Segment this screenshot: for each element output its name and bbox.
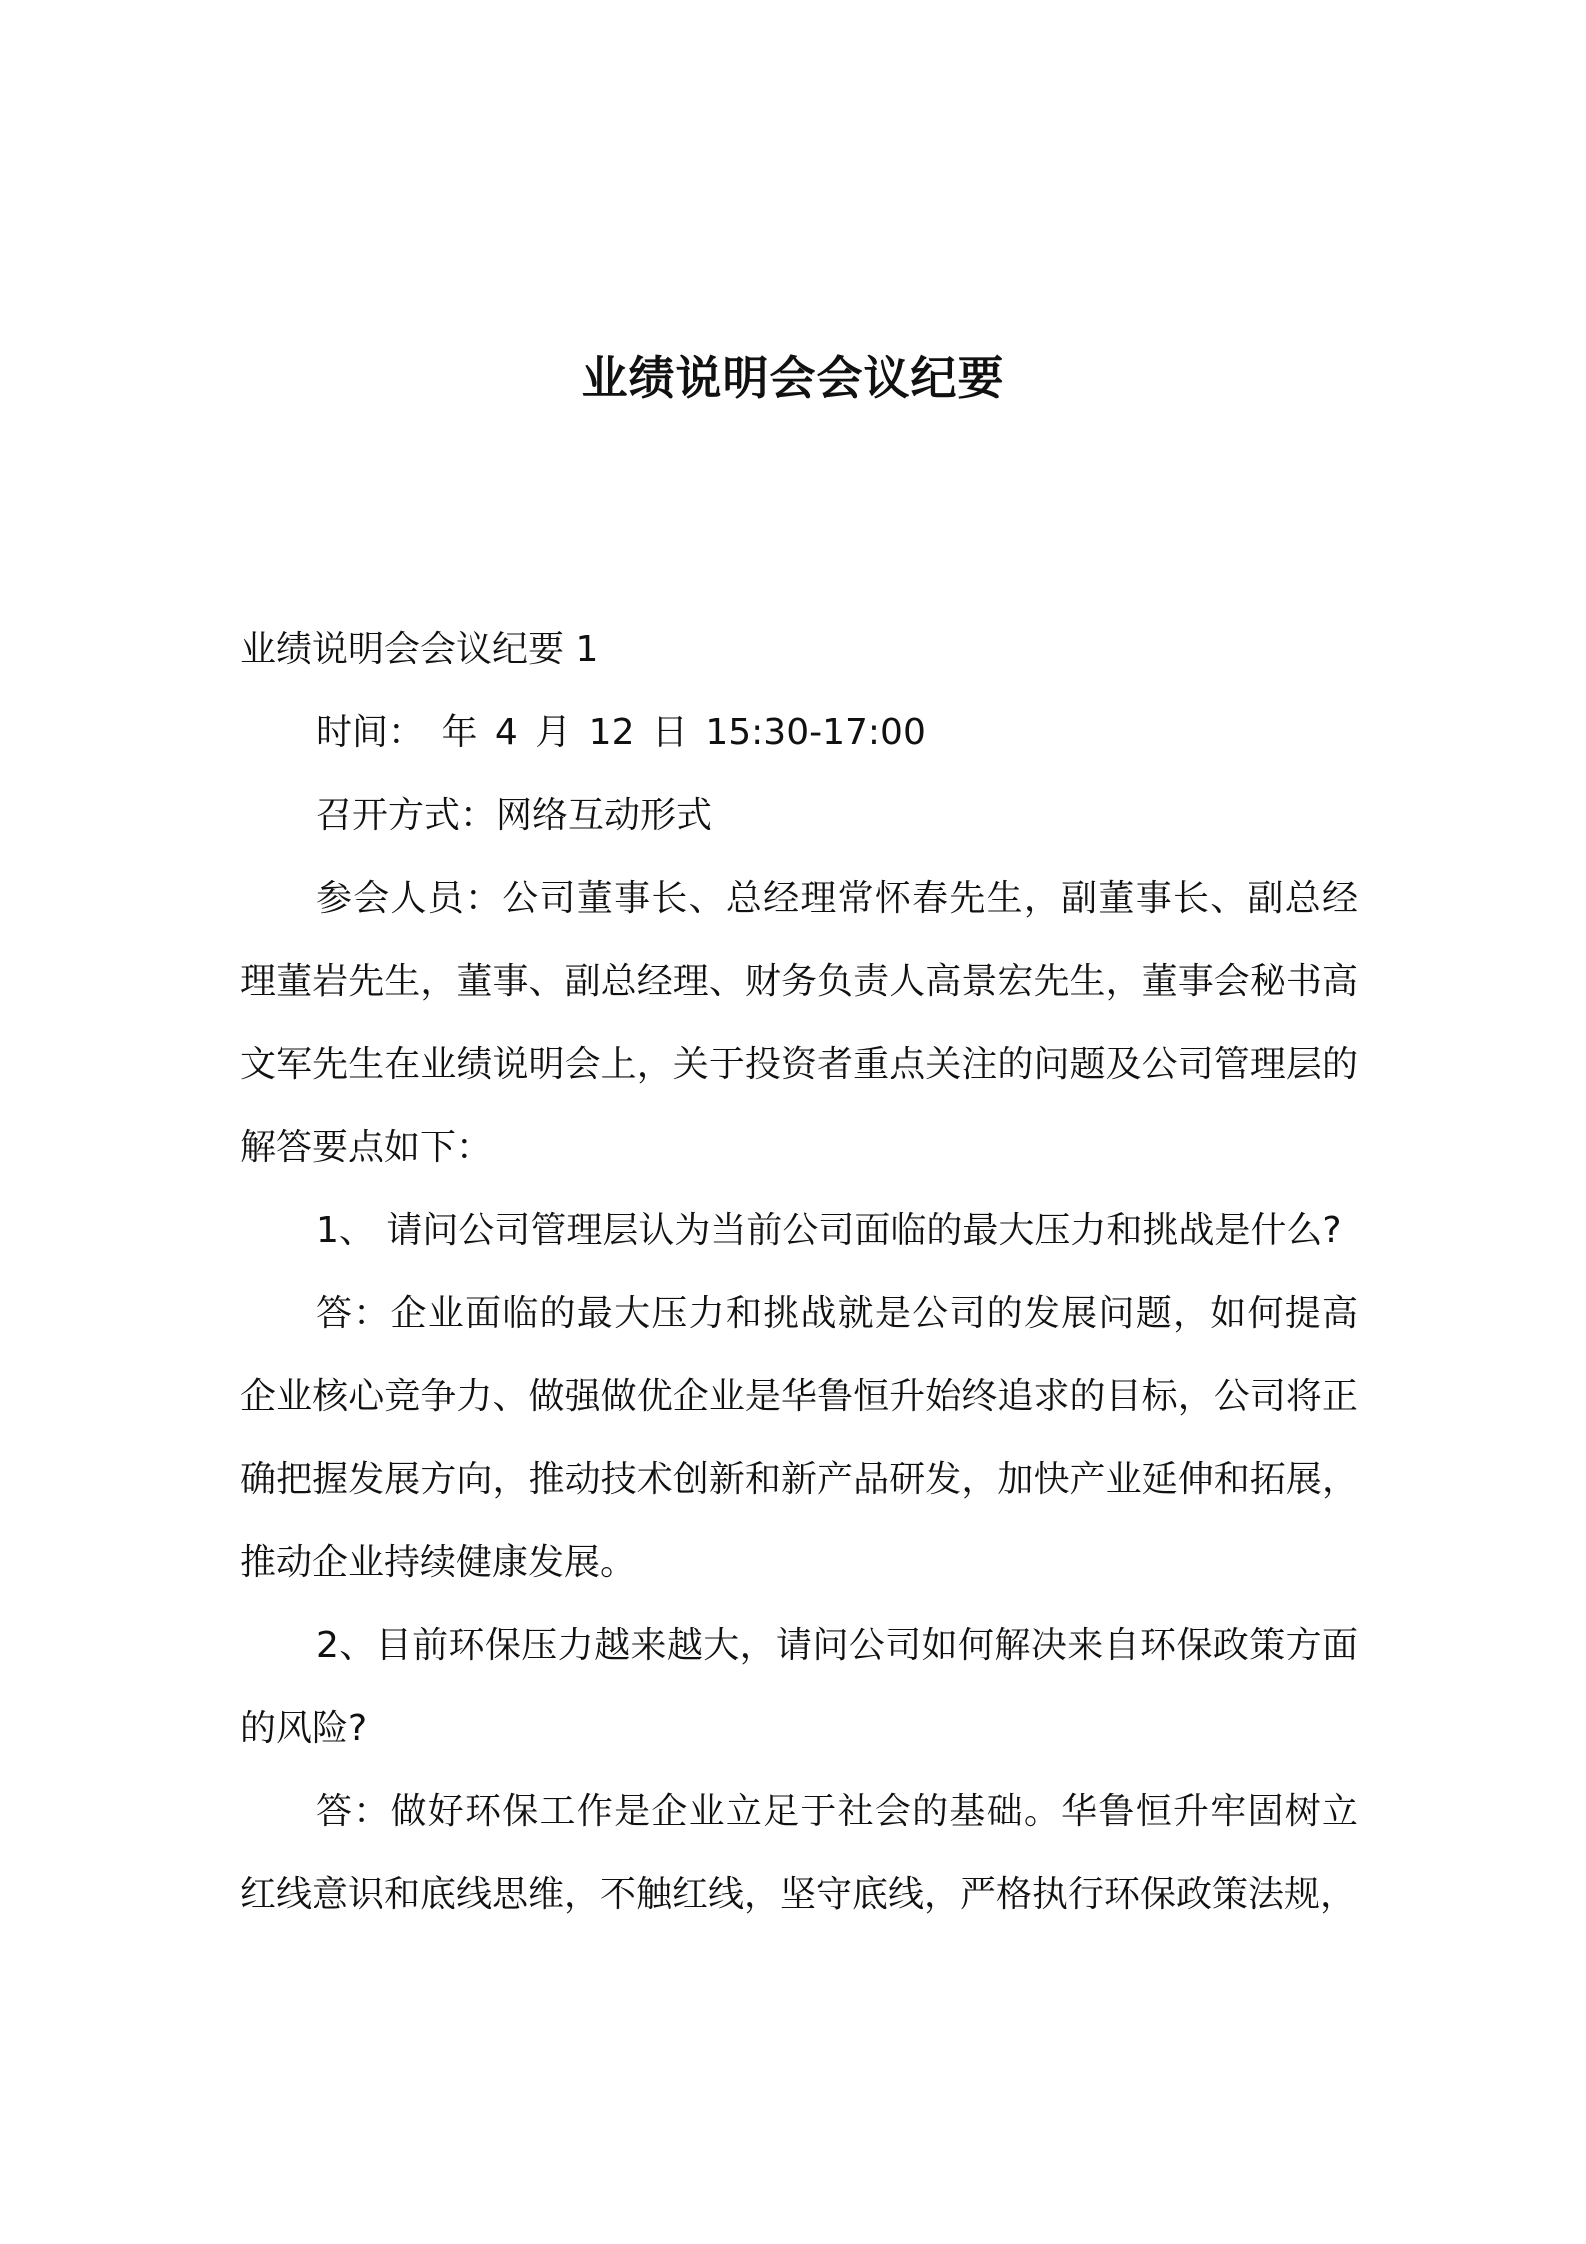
section-subtitle: 业绩说明会会议纪要 1 — [240, 629, 599, 670]
question-2: 2、目前环保压力越来越大，请问公司如何解决来自环保政策方面的风险? — [240, 1625, 1358, 1749]
answer-2: 答：做好环保工作是企业立足于社会的基础。华鲁恒升牢固树立红线意识和底线思维，不触红线，坚守底线，严格执行环保政策法规， — [240, 1791, 1358, 1915]
answer-1: 答：企业面临的最大压力和挑战就是公司的发展问题，如何提高企业核心竞争力、做强做优企业是华鲁恒升始终追求的目标，公司将正确把握发展方向，推动技术创新和新产品研发，加快产业延伸和拓展，推动企业持续健康发展。 — [240, 1293, 1358, 1583]
meeting-time: 时间： 年 4 月 12 日 15:30-17:00 — [316, 712, 926, 753]
document-title: 业绩说明会会议纪要 — [581, 351, 1005, 405]
attendees-paragraph: 参会人员：公司董事长、总经理常怀春先生，副董事长、副总经理董岩先生，董事、副总经理、财务负责人高景宏先生，董事会秘书高文军先生在业绩说明会上，关于投资者重点关注的问题及公司管理层的解答要点如下： — [240, 878, 1358, 1168]
meeting-method: 召开方式：网络互动形式 — [316, 795, 713, 836]
question-1: 1、 请问公司管理层认为当前公司面临的最大压力和挑战是什么? — [316, 1210, 1342, 1251]
document-body — [240, 608, 1358, 1936]
